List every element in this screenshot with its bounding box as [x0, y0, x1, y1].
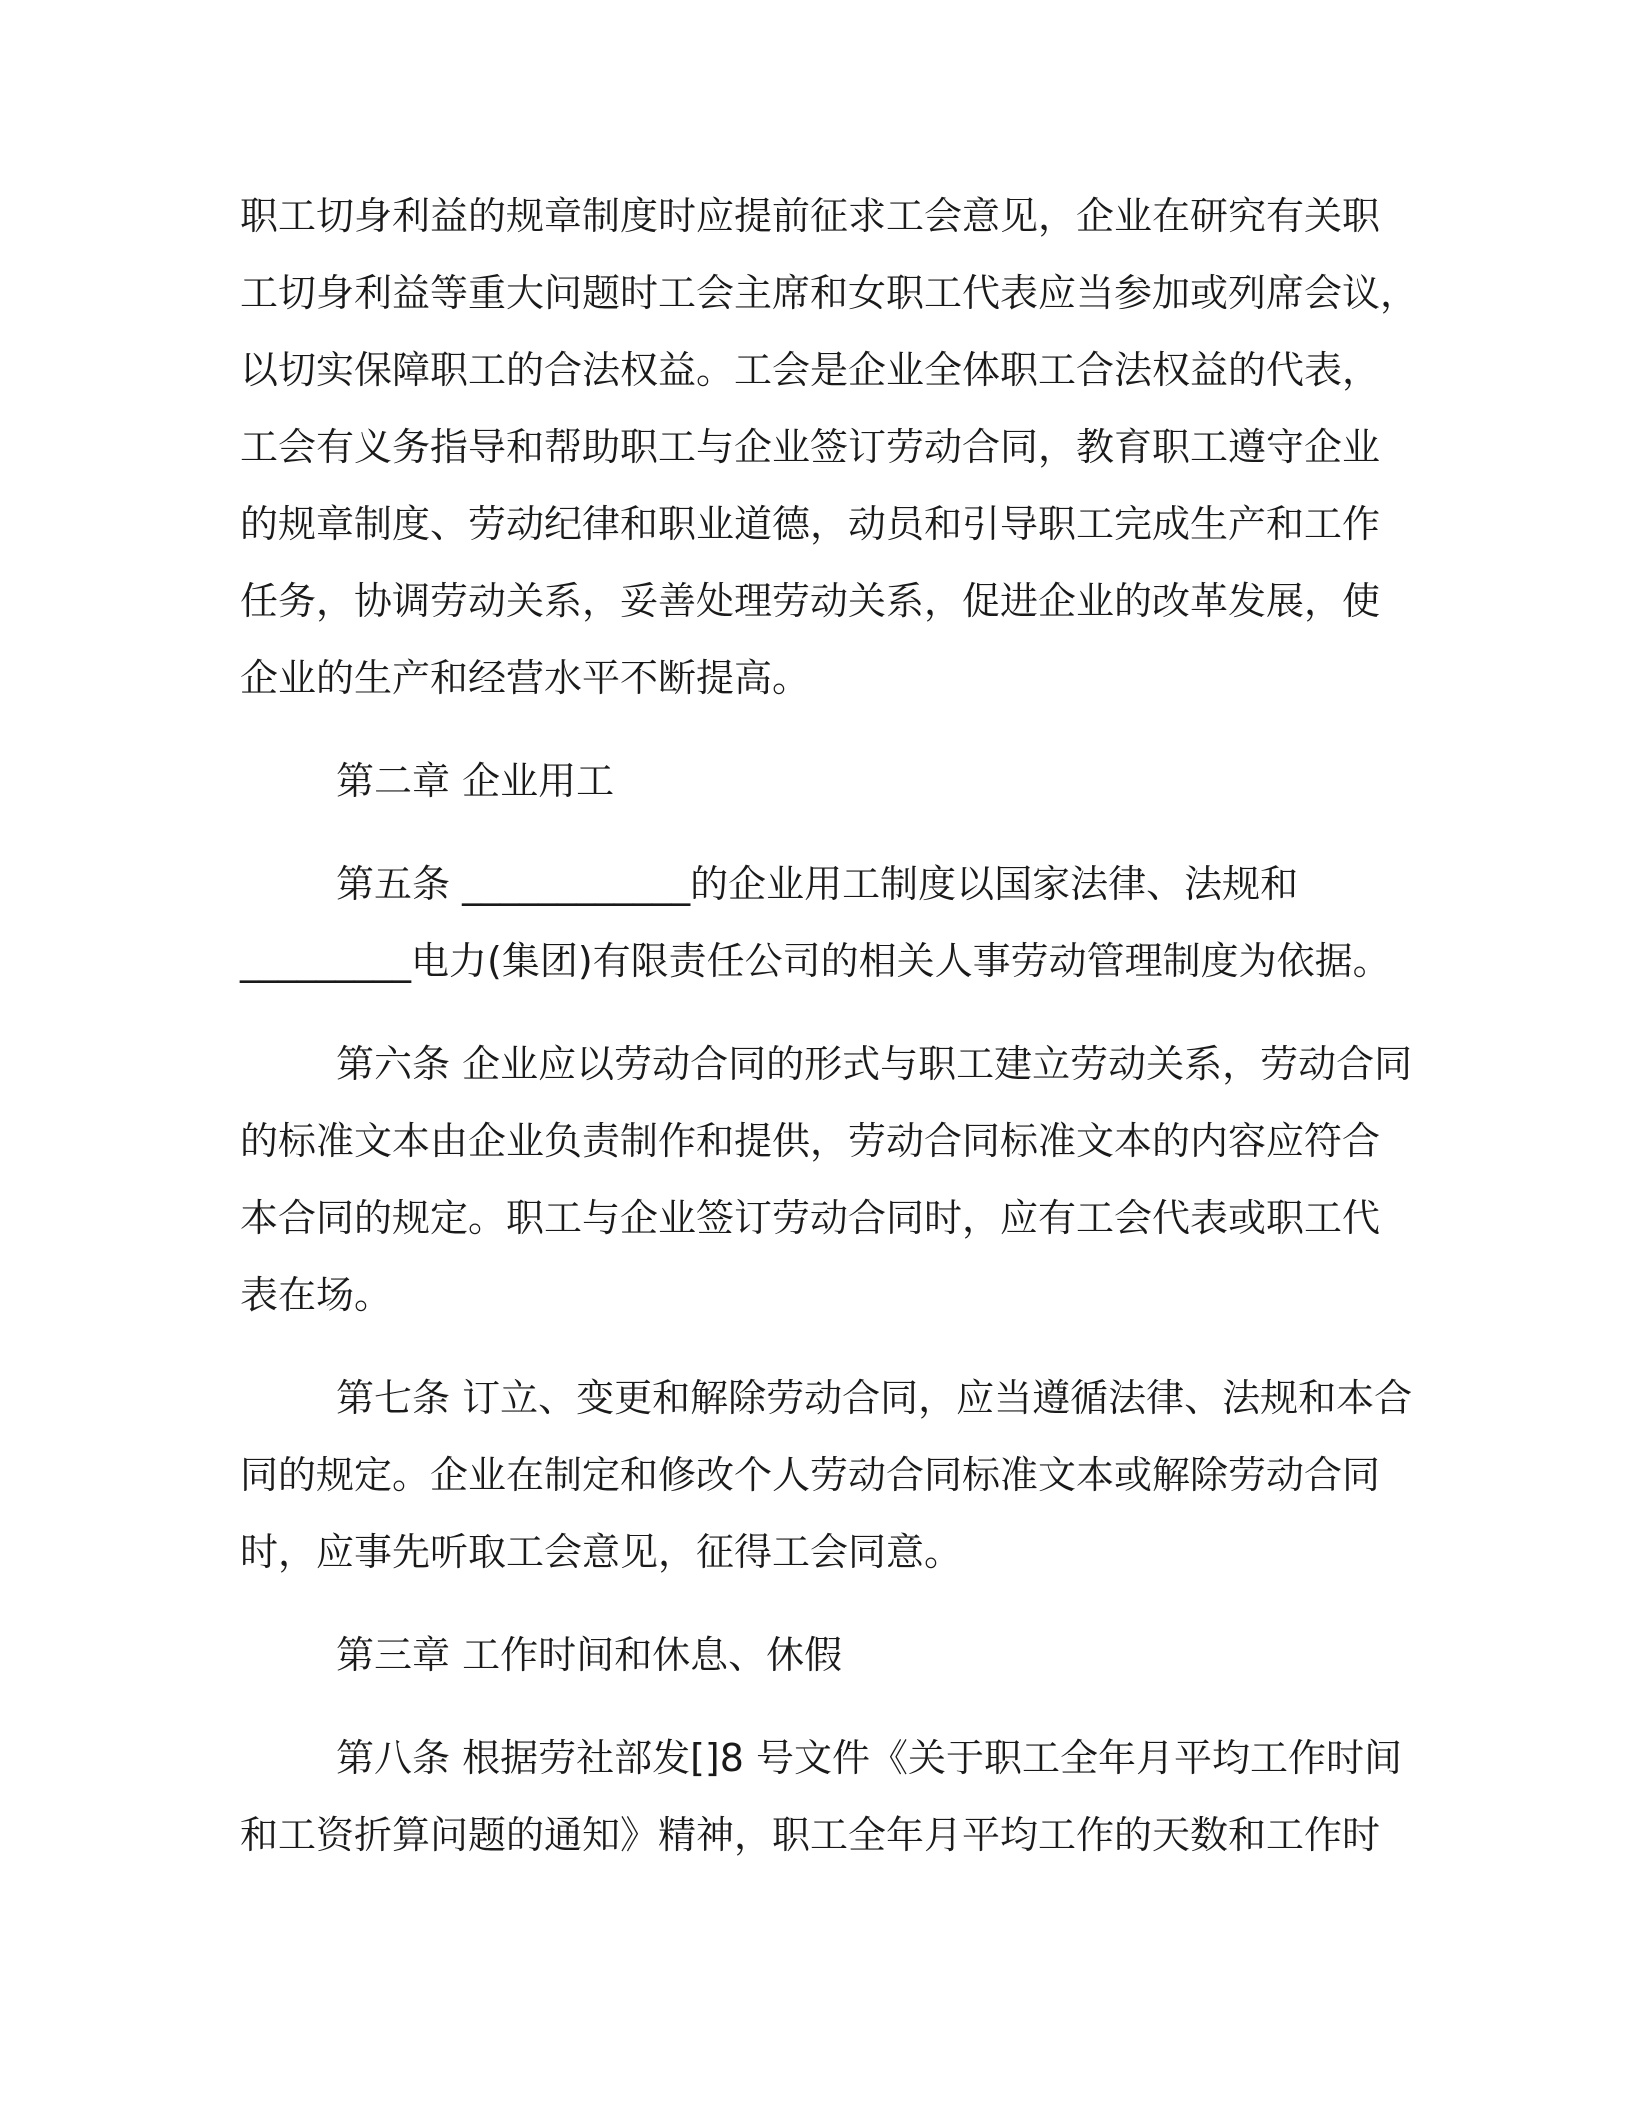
text-line: 职工切身利益的规章制度时应提前征求工会意见，企业在研究有关职	[240, 194, 1381, 238]
article-6	[240, 1026, 1413, 1334]
text-line: 本合同的规定。职工与企业签订劳动合同时，应有工会代表或职工代	[240, 1196, 1381, 1240]
text-line: 第八条 根据劳社部发[]8 号文件《关于职工全年月平均工作时间	[336, 1736, 1402, 1780]
text-line: 任务，协调劳动关系，妥善处理劳动关系，促进企业的改革发展，使	[240, 579, 1381, 623]
document-body	[240, 178, 1419, 1874]
chapter-heading-3	[240, 1617, 1400, 1694]
chapter-heading-2	[240, 743, 1400, 820]
heading-line: 第三章 工作时间和休息、休假	[336, 1633, 843, 1677]
text-line: 表在场。	[240, 1273, 393, 1317]
article-7	[240, 1360, 1413, 1591]
article-8	[240, 1720, 1400, 1874]
text-line: 的规章制度、劳动纪律和职业道德，动员和引导职工完成生产和工作	[240, 502, 1381, 546]
text-line: 企业的生产和经营水平不断提高。	[240, 656, 811, 700]
text-line: 第六条 企业应以劳动合同的形式与职工建立劳动关系，劳动合同	[336, 1042, 1413, 1086]
text-line: 工切身利益等重大问题时工会主席和女职工代表应当参加或列席会议，	[240, 271, 1419, 315]
text-line: 时，应事先听取工会意见，征得工会同意。	[240, 1530, 963, 1574]
text-line: 的标准文本由企业负责制作和提供，劳动合同标准文本的内容应符合	[240, 1119, 1381, 1163]
text-line: _________电力(集团)有限责任公司的相关人事劳动管理制度为依据。	[240, 939, 1391, 983]
text-line: 第七条 订立、变更和解除劳动合同，应当遵循法律、法规和本合	[336, 1376, 1413, 1420]
paragraph-union-duties	[240, 178, 1419, 717]
article-5	[240, 846, 1400, 1000]
text-line: 和工资折算问题的通知》精神，职工全年月平均工作的天数和工作时	[240, 1813, 1381, 1857]
text-line: 第五条 ____________的企业用工制度以国家法律、法规和	[336, 862, 1299, 906]
text-line: 工会有义务指导和帮助职工与企业签订劳动合同，教育职工遵守企业	[240, 425, 1381, 469]
text-line: 同的规定。企业在制定和修改个人劳动合同标准文本或解除劳动合同	[240, 1453, 1381, 1497]
heading-line: 第二章 企业用工	[336, 759, 615, 803]
text-line: 以切实保障职工的合法权益。工会是企业全体职工合法权益的代表，	[240, 348, 1381, 392]
